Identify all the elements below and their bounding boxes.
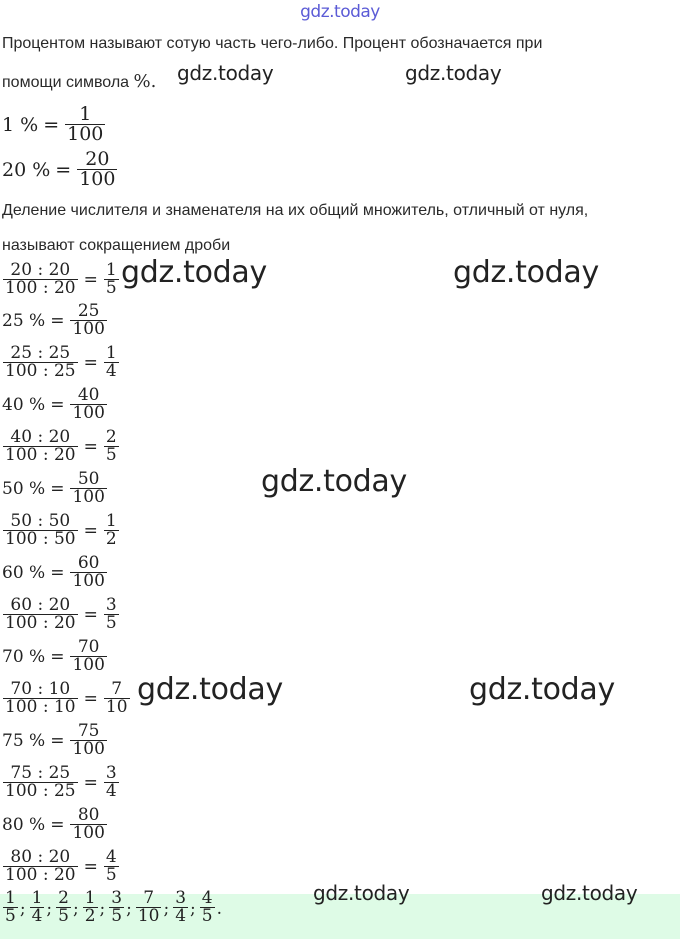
- fraction-numerator: 3: [111, 888, 123, 908]
- percent-row: [2, 807, 108, 842]
- percent-row: [2, 723, 108, 758]
- reduction-row: [2, 597, 120, 632]
- fraction-numerator: 80 : 20: [10, 847, 71, 867]
- fraction-numerator: 40 : 20: [10, 427, 71, 447]
- fraction-denominator: 100 : 20: [5, 445, 76, 465]
- reduction-row: [2, 429, 120, 464]
- equals-sign: =: [83, 856, 98, 877]
- reduction-fraction: [3, 681, 78, 716]
- reduction-fraction: [3, 849, 78, 884]
- equals-sign: =: [83, 436, 98, 457]
- fraction: [70, 555, 106, 590]
- percent-value: 25 %: [2, 310, 46, 331]
- intro-line-1: Процентом называют сотую часть чего-либо. Процент обозначается при: [2, 35, 543, 52]
- rule-line-1: Деление числителя и знаменателя на их общий множитель, отличный от нуля,: [2, 202, 589, 219]
- answer-fraction: [136, 890, 162, 925]
- fraction-denominator: 5: [105, 865, 117, 885]
- fraction-denominator: 100: [72, 655, 105, 675]
- intro-line-2: [2, 71, 156, 92]
- answer-fraction: [173, 890, 188, 925]
- fraction-numerator: 1: [5, 888, 16, 908]
- percent-row: [2, 387, 108, 422]
- reduction-row: [2, 849, 120, 884]
- fraction-denominator: 100 : 20: [5, 865, 76, 885]
- percent-value: 75 %: [2, 730, 46, 751]
- result-fraction: [104, 597, 119, 632]
- equals-sign: =: [50, 478, 65, 499]
- percent-symbol: %.: [133, 71, 157, 92]
- reduction-fraction: [3, 262, 78, 297]
- percent-value: 40 %: [2, 394, 46, 415]
- reduction-fraction: [3, 513, 78, 548]
- fraction-numerator: 4: [201, 888, 213, 908]
- fraction-denominator: 100 : 25: [5, 361, 76, 381]
- fraction-denominator: 100: [72, 739, 105, 759]
- fraction-denominator: 100: [72, 319, 105, 339]
- fraction-denominator: 4: [105, 781, 117, 801]
- fraction-numerator: 80: [77, 805, 100, 825]
- answer-separator: ;: [72, 899, 79, 919]
- fraction-numerator: 2: [58, 888, 69, 908]
- watermark: gdz.today: [261, 464, 407, 499]
- equals-sign: =: [43, 113, 60, 136]
- fraction: [65, 105, 105, 144]
- fraction-denominator: 5: [58, 906, 69, 926]
- percent-row: [2, 303, 108, 338]
- fraction-numerator: 4: [105, 847, 117, 867]
- answer-fraction: [3, 890, 18, 925]
- fraction-numerator: 40: [77, 385, 100, 405]
- fraction-numerator: 1: [31, 888, 43, 908]
- percent-value: 60 %: [2, 562, 46, 583]
- fraction-numerator: 1: [79, 103, 92, 125]
- fraction-numerator: 25: [77, 301, 100, 321]
- fraction-denominator: 5: [105, 613, 117, 633]
- fraction-numerator: 25 : 25: [10, 343, 71, 363]
- fraction-denominator: 100: [72, 403, 105, 423]
- fraction-denominator: 100 : 25: [5, 781, 76, 801]
- fraction-numerator: 7: [111, 679, 123, 699]
- watermark: gdz.today: [177, 61, 274, 85]
- definition-row: [2, 150, 118, 189]
- rule-line-2: называют сокращением дроби: [2, 237, 231, 254]
- equals-sign: =: [50, 310, 65, 331]
- equals-sign: =: [50, 394, 65, 415]
- fraction-numerator: 60: [77, 553, 100, 573]
- answer-line: [2, 890, 225, 925]
- answer-fraction: [30, 890, 45, 925]
- answer-fraction: [83, 890, 98, 925]
- fraction-numerator: 50 : 50: [10, 511, 71, 531]
- answer-fraction: [56, 890, 71, 925]
- definition-pct: 20 %: [2, 158, 51, 181]
- watermark: gdz.today: [313, 881, 410, 905]
- percent-value: 50 %: [2, 478, 46, 499]
- watermark: gdz.today: [137, 672, 283, 707]
- answer-separator: ;: [99, 899, 106, 919]
- result-fraction: [104, 345, 119, 380]
- fraction-numerator: 75 : 25: [10, 763, 71, 783]
- fraction: [70, 471, 106, 506]
- result-fraction: [104, 681, 130, 716]
- reduction-row: [2, 681, 131, 716]
- fraction-numerator: 20: [85, 148, 110, 170]
- fraction-denominator: 100 : 50: [5, 529, 76, 549]
- result-fraction: [104, 765, 119, 800]
- fraction-numerator: 1: [105, 260, 117, 280]
- fraction-denominator: 100: [72, 823, 105, 843]
- reduction-fraction: [3, 345, 78, 380]
- fraction-numerator: 60 : 20: [10, 595, 71, 615]
- reduction-fraction: [3, 597, 78, 632]
- equals-sign: =: [83, 269, 98, 290]
- fraction-denominator: 5: [105, 278, 117, 298]
- fraction-denominator: 4: [105, 361, 117, 381]
- percent-value: 70 %: [2, 646, 46, 667]
- equals-sign: =: [83, 352, 98, 373]
- answer-separator: ;: [190, 899, 196, 919]
- percent-value: 80 %: [2, 814, 46, 835]
- fraction-denominator: 2: [84, 906, 96, 926]
- answer-separator: ;: [19, 899, 26, 919]
- fraction-numerator: 1: [84, 888, 96, 908]
- fraction-denominator: 4: [175, 906, 187, 926]
- fraction-denominator: 100 : 20: [5, 613, 76, 633]
- fraction: [70, 807, 106, 842]
- watermark: gdz.today: [469, 672, 615, 707]
- reduction-fraction: [3, 429, 78, 464]
- fraction-denominator: 100 : 10: [5, 697, 76, 717]
- fraction-denominator: 4: [31, 906, 43, 926]
- result-fraction: [104, 513, 119, 548]
- watermark: gdz.today: [405, 61, 502, 85]
- equals-sign: =: [50, 562, 65, 583]
- fraction-numerator: 3: [175, 888, 187, 908]
- fraction-numerator: 1: [105, 343, 117, 363]
- fraction-numerator: 3: [105, 595, 117, 615]
- fraction-denominator: 100: [72, 571, 105, 591]
- fraction-denominator: 10: [137, 906, 160, 926]
- fraction-numerator: 7: [143, 888, 155, 908]
- fraction-denominator: 2: [105, 529, 117, 549]
- fraction-numerator: 70 : 10: [10, 679, 71, 699]
- answer-separator: ;: [46, 899, 53, 919]
- fraction-denominator: 5: [201, 906, 213, 926]
- fraction-denominator: 100: [67, 123, 104, 145]
- answer-separator: .: [216, 899, 222, 919]
- percent-row: [2, 639, 108, 674]
- answer-separator: ;: [163, 899, 170, 919]
- fraction-numerator: 75: [77, 721, 100, 741]
- fraction-denominator: 100 : 20: [5, 278, 76, 298]
- header-watermark: gdz.today: [300, 2, 380, 22]
- fraction: [70, 723, 106, 758]
- definition-row: [2, 105, 106, 144]
- result-fraction: [104, 429, 119, 464]
- fraction-denominator: 10: [105, 697, 128, 717]
- result-fraction: [104, 849, 119, 884]
- equals-sign: =: [50, 814, 65, 835]
- watermark: gdz.today: [453, 255, 599, 290]
- percent-row: [2, 555, 108, 590]
- percent-row: [2, 471, 108, 506]
- definition-pct: 1 %: [2, 113, 39, 136]
- equals-sign: =: [55, 158, 72, 181]
- fraction-numerator: 50: [77, 469, 100, 489]
- fraction-denominator: 5: [105, 445, 117, 465]
- reduction-row: [2, 513, 120, 548]
- reduction-row: [2, 262, 120, 297]
- result-fraction: [104, 262, 119, 297]
- intro-line-2-text: помощи символа: [2, 74, 130, 91]
- fraction-numerator: 70: [77, 637, 100, 657]
- reduction-fraction: [3, 765, 78, 800]
- fraction: [70, 303, 106, 338]
- fraction-denominator: 5: [5, 906, 16, 926]
- fraction: [70, 639, 106, 674]
- answer-fraction: [200, 890, 215, 925]
- answer-separator: ;: [126, 899, 132, 919]
- fraction: [77, 150, 117, 189]
- fraction-numerator: 1: [105, 511, 117, 531]
- reduction-row: [2, 765, 120, 800]
- equals-sign: =: [83, 604, 98, 625]
- watermark: gdz.today: [121, 255, 267, 290]
- fraction-numerator: 2: [105, 427, 117, 447]
- equals-sign: =: [83, 520, 98, 541]
- equals-sign: =: [50, 730, 65, 751]
- fraction-numerator: 20 : 20: [10, 260, 71, 280]
- reduction-row: [2, 345, 120, 380]
- watermark: gdz.today: [541, 881, 638, 905]
- fraction: [70, 387, 106, 422]
- fraction-numerator: 3: [105, 763, 117, 783]
- fraction-denominator: 5: [111, 906, 123, 926]
- equals-sign: =: [50, 646, 65, 667]
- fraction-denominator: 100: [79, 168, 116, 190]
- equals-sign: =: [83, 688, 98, 709]
- fraction-denominator: 100: [72, 487, 105, 507]
- equals-sign: =: [83, 772, 98, 793]
- answer-fraction: [109, 890, 124, 925]
